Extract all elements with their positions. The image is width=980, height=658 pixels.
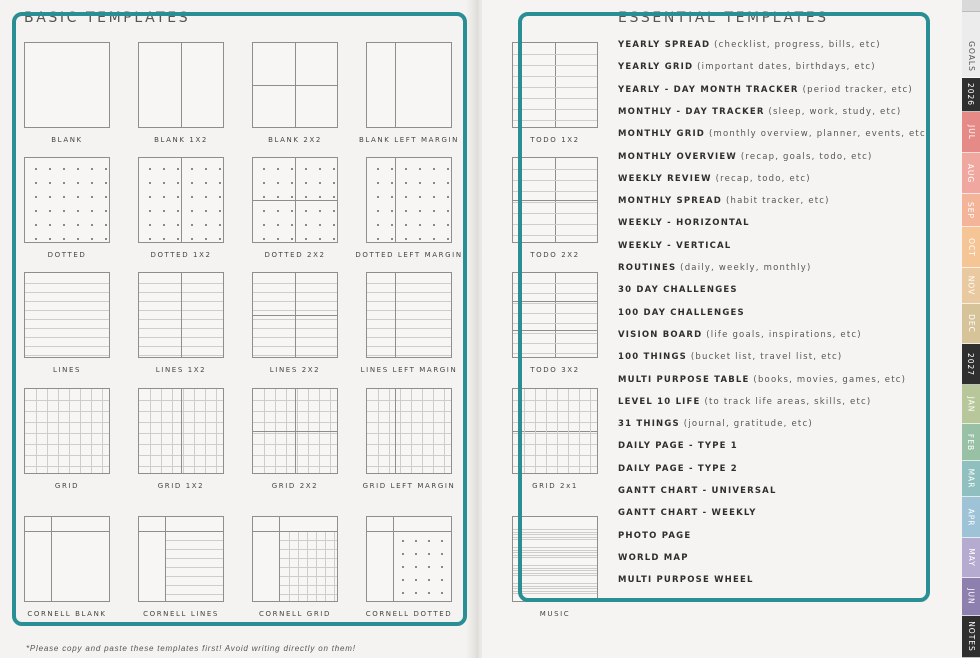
template-caption: GRID LEFT MARGIN: [362, 482, 456, 490]
essential-caption: TODO 2X2: [530, 251, 580, 259]
tab-sep[interactable]: [962, 194, 980, 227]
template-caption: BLANK LEFT MARGIN: [358, 136, 460, 144]
essential-templates-title: ESSENTIAL TEMPLATES: [618, 10, 829, 26]
tab-label: JUL: [966, 124, 976, 140]
item-name: MONTHLY - DAY TRACKER: [618, 106, 765, 117]
item-name: MONTHLY GRID: [618, 129, 706, 140]
tab-feb[interactable]: [962, 424, 980, 461]
item-name: 100 DAY CHALLENGES: [618, 307, 745, 318]
essential-caption: TODO 1X2: [530, 136, 580, 144]
template-caption: CORNELL DOTTED: [365, 610, 453, 618]
template-caption: GRID 2X2: [271, 482, 319, 490]
template-caption: BLANK 1X2: [154, 136, 208, 144]
template-caption: DOTTED 1X2: [150, 251, 212, 259]
essential-templates-highlight: [518, 12, 930, 602]
tab-mar[interactable]: [962, 461, 980, 497]
tab-label: NOV: [966, 275, 976, 296]
footnote: *Please copy and paste these templates first! Avoid writing directly on them!: [26, 644, 356, 653]
item-name: 31 THINGS: [618, 419, 680, 430]
template-caption: LINES LEFT MARGIN: [360, 366, 458, 374]
template-caption: CORNELL LINES: [143, 610, 219, 618]
tab-jul[interactable]: [962, 112, 980, 153]
tab-nov[interactable]: [962, 268, 980, 304]
item-name: VISION BOARD: [618, 329, 703, 340]
tab-label: NOTES: [966, 621, 976, 652]
item-name: WORLD MAP: [618, 552, 689, 563]
tab-label: SEP: [966, 201, 976, 219]
tab-label: OCT: [966, 237, 976, 257]
tab-label: JUN: [966, 588, 976, 605]
item-description: (checklist, progress, bills, etc): [710, 40, 881, 50]
item-description: (bucket list, travel list, etc): [687, 352, 843, 363]
essential-caption: MUSIC: [539, 610, 571, 618]
item-name: YEARLY GRID: [618, 62, 694, 73]
template-caption: LINES 1X2: [155, 366, 207, 374]
item-name: MULTI PURPOSE TABLE: [618, 374, 750, 385]
template-caption: GRID: [54, 482, 80, 490]
essential-caption: GRID 2x1: [532, 482, 578, 490]
item-name: GANTT CHART - WEEKLY: [618, 508, 757, 519]
template-caption: DOTTED LEFT MARGIN: [355, 251, 463, 259]
item-name: DAILY PAGE - TYPE 1: [618, 441, 738, 452]
tab-goals[interactable]: [962, 36, 980, 78]
item-name: GANTT CHART - UNIVERSAL: [618, 486, 777, 496]
item-name: WEEKLY - VERTICAL: [618, 240, 732, 251]
template-caption: DOTTED: [47, 251, 87, 259]
item-description: (monthly overview, planner, events, etc): [705, 129, 931, 140]
template-caption: GRID 1X2: [157, 482, 205, 490]
item-name: DAILY PAGE - TYPE 2: [618, 463, 738, 474]
item-name: WEEKLY REVIEW: [618, 173, 712, 184]
item-name: PHOTO PAGE: [618, 530, 692, 541]
item-description: (recap, todo, etc): [711, 173, 811, 184]
item-name: 30 DAY CHALLENGES: [618, 285, 738, 296]
tab-label: FEB: [966, 433, 976, 451]
tab-label: APR: [966, 508, 976, 526]
item-name: LEVEL 10 LIFE: [618, 396, 701, 407]
item-description: (recap, goals, todo, etc): [736, 151, 873, 162]
tab-label: JAN: [966, 396, 976, 412]
basic-templates-highlight: [12, 12, 467, 626]
item-description: (books, movies, games, etc): [749, 374, 907, 385]
tab-label: 2026: [966, 82, 976, 107]
tab-oct[interactable]: [962, 227, 980, 268]
tab-label: MAY: [966, 548, 976, 567]
template-caption: CORNELL GRID: [259, 610, 331, 618]
template-caption: BLANK 2X2: [268, 136, 322, 144]
tab-label: 2027: [966, 352, 976, 376]
essential-caption: TODO 3X2: [530, 366, 580, 374]
tab-label: MAR: [966, 468, 976, 489]
item-name: YEARLY - DAY MONTH TRACKER: [618, 84, 799, 95]
tab-jun[interactable]: [962, 578, 980, 616]
template-caption: CORNELL BLANK: [27, 610, 107, 618]
template-caption: LINES: [52, 366, 82, 374]
item-description: (journal, gratitude, etc): [679, 419, 813, 430]
template-caption: BLANK: [51, 136, 83, 144]
item-name: YEARLY SPREAD: [618, 40, 711, 50]
item-description: (period tracker, etc): [798, 84, 913, 95]
item-name: MULTI PURPOSE WHEEL: [618, 575, 754, 586]
tab-jan[interactable]: [962, 385, 980, 424]
item-description: (daily, weekly, monthly): [676, 263, 812, 273]
tab-label: AUG: [966, 163, 976, 183]
tab-label: DEC: [966, 314, 976, 333]
tab-aug[interactable]: [962, 153, 980, 194]
tab-2026[interactable]: [962, 78, 980, 112]
tab-label: GOALS: [966, 41, 976, 72]
tab-2027[interactable]: [962, 344, 980, 385]
item-description: (important dates, birthdays, etc): [693, 62, 876, 73]
item-description: (habit tracker, etc): [722, 196, 830, 207]
template-caption: LINES 2X2: [269, 366, 321, 374]
item-name: 100 THINGS: [618, 352, 687, 363]
item-description: (life goals, inspirations, etc): [702, 329, 862, 340]
item-description: (sleep, work, study, etc): [764, 106, 902, 117]
tab-top-nub: [962, 0, 980, 12]
tab-apr[interactable]: [962, 497, 980, 538]
template-caption: DOTTED 2X2: [264, 251, 326, 259]
item-description: (to track life areas, skills, etc): [700, 396, 872, 407]
tab-may[interactable]: [962, 538, 980, 578]
basic-templates-title: BASIC TEMPLATES: [24, 10, 191, 26]
tab-notes[interactable]: [962, 616, 980, 658]
item-name: ROUTINES: [618, 263, 677, 273]
item-name: MONTHLY OVERVIEW: [618, 151, 737, 162]
item-name: WEEKLY - HORIZONTAL: [618, 218, 750, 229]
section-tabs: [962, 0, 980, 658]
item-name: MONTHLY SPREAD: [618, 196, 723, 207]
tab-dec[interactable]: [962, 304, 980, 344]
